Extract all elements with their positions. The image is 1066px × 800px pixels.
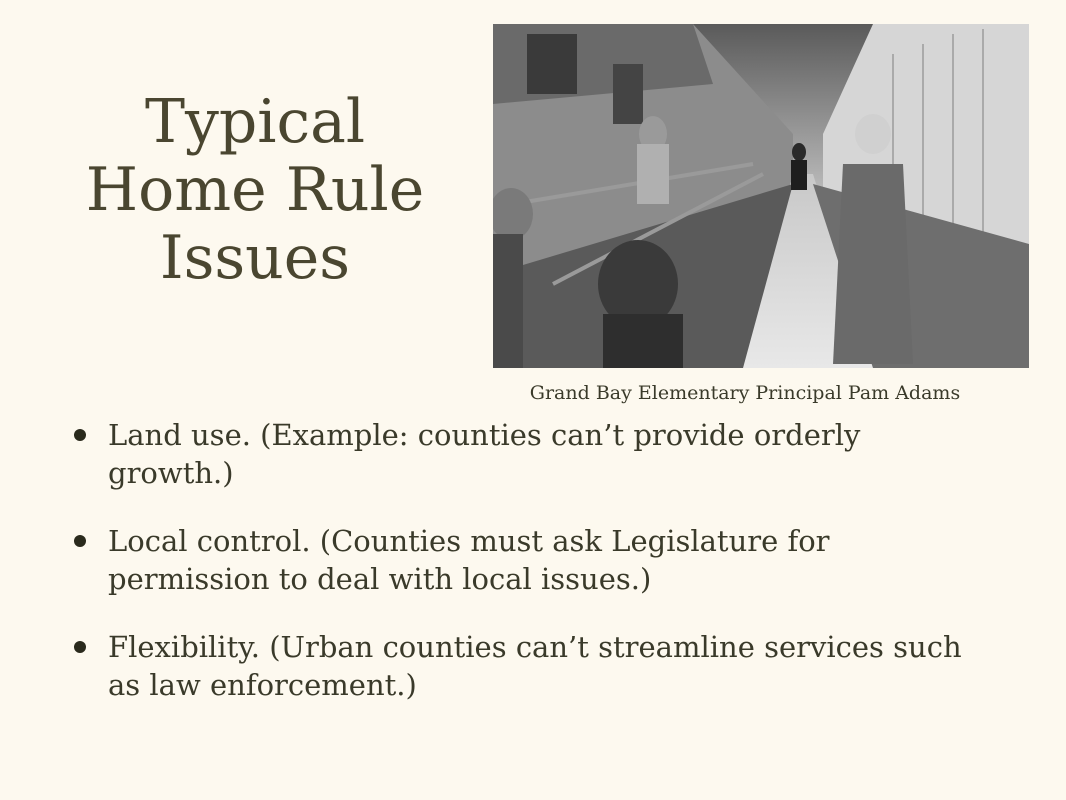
slide-title [60,88,450,292]
bullet-list [72,416,972,734]
title-line-2: Home Rule [85,155,425,225]
bullet-item [72,522,972,598]
bullet-item [72,416,972,492]
bullet-dot-icon [74,429,86,441]
bullet-text: Flexibility. (Urban counties can’t streamline services such as law enforcement.) [108,630,962,702]
bullet-text: Land use. (Example: counties can’t provide orderly growth.) [108,418,861,490]
school-photo [493,24,1029,368]
title-line-3: Issues [159,223,351,293]
bullet-item [72,628,972,704]
title-line-1: Typical [144,87,366,157]
bullet-dot-icon [74,641,86,653]
bullet-dot-icon [74,535,86,547]
bullet-text: Local control. (Counties must ask Legislature for permission to deal with local issues.) [108,524,830,596]
photo-caption: Grand Bay Elementary Principal Pam Adams [529,382,961,404]
